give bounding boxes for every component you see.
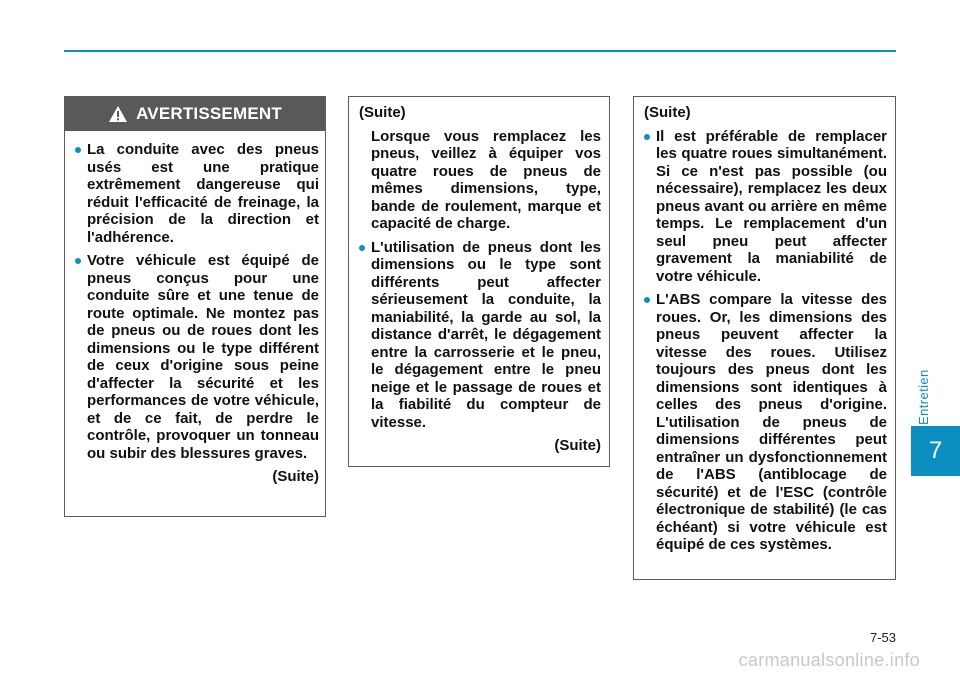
warning-triangle-icon [108,105,128,123]
continued-heading: (Suite) [359,104,406,121]
warning-title: AVERTISSEMENT [136,104,282,123]
top-rule [64,50,896,52]
continued-box-2 [348,96,610,467]
continued-heading: (Suite) [644,104,691,121]
box3-bullet-1: Il est préférable de remplacer les quatre roues simultanément. Si ce n'est pas possible (ou nécessaire), remplacez les deux pneus avant ou arrière en même temps. Le remplacement d'un seul pneu peut affecter gravement la maniabilité de votre véhicule. [644,128,887,286]
box3-bullet-2: L'ABS compare la vitesse des roues. Or, les dimensions des pneus peuvent affecter la vitesse des roues. Utilisez toujours des pneus dont les dimensions sont identiques à celles des pneus d'origine. L'utilisation de pneus de dimensions différentes peut entraîner un dysfonctionnement de l'ABS (antiblocage de sécurité) et de l'ESC (contrôle électronique de stabilité) (le cas échéant) si votre véhicule est équipé de ces systèmes. [644,291,887,554]
box2-bullet-1: L'utilisation de pneus dont les dimensions ou le type sont différents peut affecter sérieusement la conduite, la maniabilité, la garde au sol, la distance d'arrêt, le dégagement entre la carrosserie et le pneu, le dégagement entre le pneu neige et le passage de roues et la fiabilité du compteur de vitesse. [359,239,601,432]
continued-box-3 [633,96,896,580]
tire-replacement-paragraph: Lorsque vous remplacez les pneus, veillez à équiper vos quatre roues de pneus de mêmes dimensions, type, bande de roulement, marque et capacité de charge. [371,127,601,232]
chapter-side-label: Entretien [916,369,931,425]
box2-content [349,97,609,455]
box3-content [634,97,895,554]
continued-label: (Suite) [272,468,319,485]
warning-bullet-2: Votre véhicule est équipé de pneus conçus pour une conduite sûre et une tenue de route optimale. Ne montez pas de pneus ou de roues dont les dimensions ou le type différent de ceux d'origine sous peine d'affecter la sécurité et les performances de votre véhicule, et de ce fait, de perdre le contrôle, provoquer un tonneau ou subir des blessures graves. [75,252,319,462]
warning-content [65,131,325,486]
warning-bullet-1: La conduite avec des pneus usés est une pratique extrêmement dangereuse qui réduit l'efficacité de freinage, la précision de la direction et l'adhérence. [75,141,319,246]
watermark: carmanualsonline.info [738,650,920,670]
warning-header [65,97,325,131]
warning-box [64,96,326,517]
page-number: 7-53 [869,630,896,645]
chapter-number-tab: 7 [911,426,960,476]
continued-label: (Suite) [554,437,601,454]
